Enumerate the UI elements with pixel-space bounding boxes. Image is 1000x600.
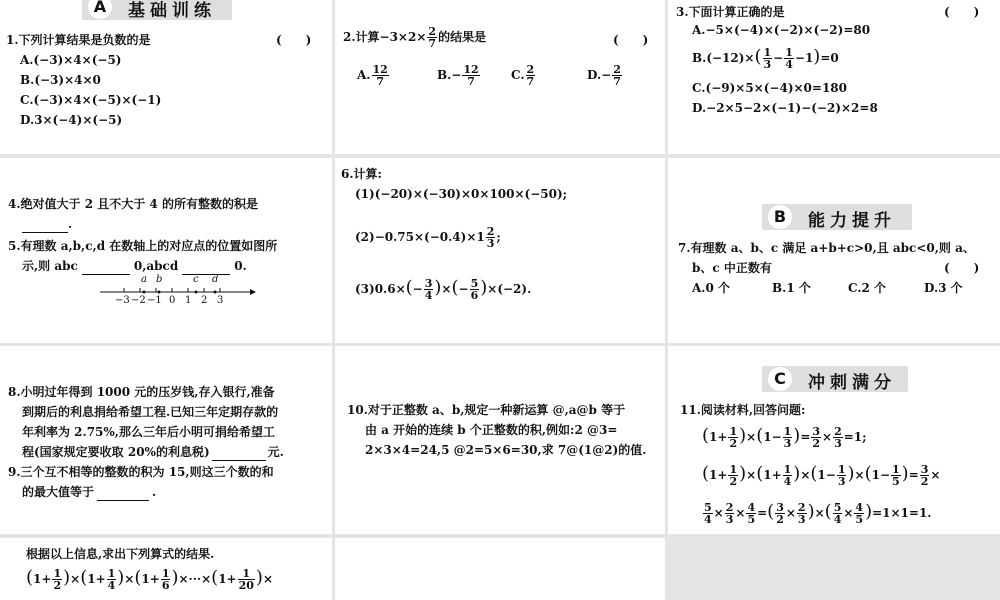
nl-tick-m1: −1: [147, 295, 162, 306]
nl-point-a: a: [141, 274, 147, 285]
q6-part2: (2)−0.75×(−0.4)×1 $\frac{2}{3}$ ;: [355, 225, 501, 250]
panel-empty: [335, 538, 665, 600]
nl-tick-3: 3: [217, 295, 224, 306]
q1-option-a: A.(−3)×4×(−5): [20, 53, 122, 67]
q5-blank-1[interactable]: [82, 258, 130, 275]
panel-q10: [335, 346, 665, 534]
q3-option-a: A.−5×(−4)×(−2)×(−2)=80: [692, 23, 871, 37]
q2-option-b: B.− $\frac{12}{7}$: [437, 63, 479, 88]
q2-stem-fraction: $\frac{2}{7}$: [428, 25, 437, 50]
q3-option-c: C.(−9)×5×(−4)×0=180: [692, 81, 848, 95]
nl-point-c: c: [193, 274, 199, 285]
q4-answer-blank[interactable]: [22, 216, 68, 233]
q11-row1: (1+ $\frac{1}{2}$ )×(1− $\frac{1}{3}$ )= $\frac{3}{2}$ × $\frac{2}{3}$ =1;: [702, 425, 867, 450]
section-b-letter: B: [768, 205, 792, 229]
q6-part3: (3)0.6×(− $\frac{3}{4}$ )×(− $\frac{5}{6}$ )×(−2).: [355, 277, 532, 302]
nl-tick-m2: −2: [131, 295, 146, 306]
q9-line2: 的最大值等于 .: [22, 485, 157, 499]
q7-line1: 7.有理数 a、b、c 满足 a+b+c>0,且 abc<0,则 a、: [678, 241, 975, 255]
panel-continuation: [0, 538, 332, 600]
q8-answer-blank[interactable]: [212, 444, 266, 461]
q2-stem-a: 2.计算−3×2×: [343, 30, 427, 44]
q2-answer-paren: ( ): [613, 33, 649, 47]
q2-option-a: A. $\frac{12}{7}$: [357, 63, 388, 88]
q1-option-c: C.(−3)×4×(−5)×(−1): [20, 93, 162, 107]
panel-q2: [335, 0, 665, 154]
nl-point-d: d: [212, 274, 219, 285]
q9-line1: 9.三个互不相等的整数的积为 15,则这三个数的和: [8, 465, 274, 479]
cont-line1: 根据以上信息,求出下列算式的结果.: [26, 547, 215, 561]
q11-row3: $\frac{5}{4}$ × $\frac{2}{3}$ × $\frac{4}{5}$ =( $\frac{3}{2}$ × $\frac{2}{3}$ )×( $\frac{5}{4}$ × $\frac{4}{5}$ )=1×1=1.: [704, 501, 932, 526]
q11-stem: 11.阅读材料,回答问题:: [680, 403, 806, 417]
panel-q4-q5: [0, 158, 332, 343]
panel-q11: [668, 346, 1000, 534]
q1-option-b: B.(−3)×4×0: [20, 73, 101, 87]
q7-option-c: C.2 个: [848, 281, 887, 295]
panel-q1: [0, 0, 332, 154]
q6-stem: 6.计算:: [341, 167, 382, 181]
q3-option-b: B.(−12)×( $\frac{1}{3}$ − $\frac{1}{4}$ −1)=0: [692, 46, 839, 71]
q7-answer-paren: ( ): [944, 261, 980, 275]
q5-line2: 示,则 abc 0,abcd 0.: [22, 259, 247, 273]
q4-line2: .: [22, 216, 72, 233]
q8-line4: 程(国家规定要收取 20%的利息税) 元.: [22, 445, 284, 459]
section-b-banner: [762, 204, 912, 230]
section-a-banner: [82, 0, 232, 20]
q8-line2: 到期后的利息捐给希望工程.已知三年定期存款的: [22, 405, 279, 419]
q1-stem: 1.下列计算结果是负数的是: [6, 33, 151, 47]
q8-line1: 8.小明过年得到 1000 元的压岁钱,存入银行,准备: [8, 385, 275, 399]
nl-tick-m3: −3: [115, 295, 130, 306]
q11-row2: (1+ $\frac{1}{2}$ )×(1+ $\frac{1}{4}$ )×(1− $\frac{1}{3}$ )×(1− $\frac{1}{5}$ )= $\frac{3}{2}$ ×: [702, 463, 941, 488]
q10-line1: 10.对于正整数 a、b,规定一种新运算 @,a@b 等于: [347, 403, 626, 417]
q2-stem-b: 的结果是: [438, 30, 487, 44]
q2-option-c: C. $\frac{2}{7}$: [511, 63, 535, 88]
q4-line1: 4.绝对值大于 2 且不大于 4 的所有整数的积是: [8, 197, 258, 211]
q3-option-d: D.−2×5−2×(−1)−(−2)×2=8: [692, 101, 878, 115]
nl-tick-1: 1: [185, 295, 192, 306]
panel-q7: [668, 158, 1000, 343]
q3-stem: 3.下面计算正确的是: [676, 5, 785, 19]
section-c-title: 冲刺满分: [808, 373, 896, 393]
section-a-letter: A: [88, 0, 112, 19]
panel-q3: [668, 0, 1000, 154]
section-c-letter: C: [768, 367, 792, 391]
q10-line2: 由 a 开始的连续 b 个正整数的积,例如:2 @3=: [365, 423, 618, 437]
panel-q8-q9: [0, 346, 332, 534]
q7-line2: b、c 中正数有: [692, 261, 772, 275]
q1-option-d: D.3×(−4)×(−5): [20, 113, 123, 127]
q6-part1: (1)(−20)×(−30)×0×100×(−50);: [355, 187, 568, 201]
section-c-banner: [762, 366, 908, 392]
q7-option-d: D.3 个: [924, 281, 963, 295]
panel-q6: [335, 158, 665, 343]
q10-line3: 2×3×4=24,5 @2=5×6=30,求 7@(1@2)的值.: [365, 443, 647, 457]
q1-answer-paren: ( ): [276, 33, 312, 47]
nl-tick-0: 0: [169, 295, 176, 306]
section-b-title: 能力提升: [808, 211, 896, 231]
q2-stem: [343, 26, 486, 49]
q8-line3: 年利率为 2.75%,那么三年后小明可捐给希望工: [22, 425, 275, 439]
nl-tick-2: 2: [201, 295, 208, 306]
nl-point-b: b: [156, 274, 163, 285]
q3-answer-paren: ( ): [944, 5, 980, 19]
cont-expression: (1+ $\frac{1}{2}$ )×(1+ $\frac{1}{4}$ )×(1+ $\frac{1}{6}$ )×···×(1+ $\frac{1}{20}$ )×: [26, 567, 273, 592]
q9-answer-blank[interactable]: [97, 484, 149, 501]
q2-option-d: D.− $\frac{2}{7}$: [587, 63, 621, 88]
q7-option-b: B.1 个: [772, 281, 811, 295]
q5-blank-2[interactable]: [182, 258, 230, 275]
q5-line1: 5.有理数 a,b,c,d 在数轴上的对应点的位置如图所: [8, 239, 278, 253]
section-a-title: 基础训练: [128, 1, 216, 21]
q7-option-a: A.0 个: [692, 281, 731, 295]
